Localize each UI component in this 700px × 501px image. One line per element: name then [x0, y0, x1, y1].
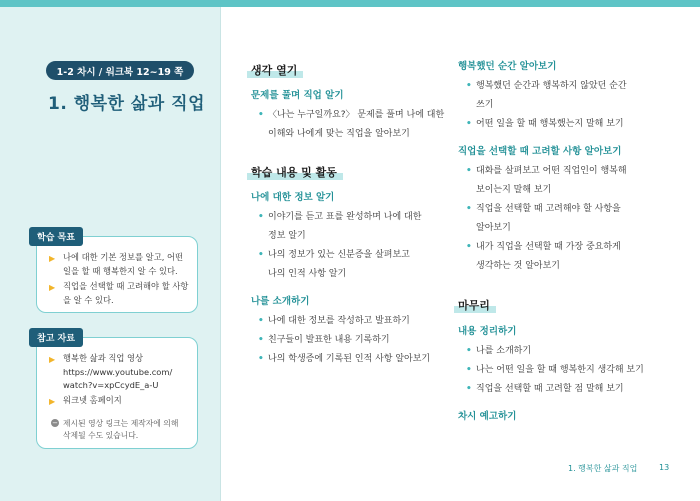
bullet-item: • 내가 직업을 선택할 때 가장 중요하게 생각하는 것 알아보기 [466, 242, 621, 271]
bullet-item: • 나의 학생증에 기록된 인적 사항 알아보기 [258, 354, 431, 364]
learning-goals-card [36, 233, 198, 313]
learning-goals-tag: 학습 목표 [29, 227, 83, 246]
triangle-bullet-icon: ▶ [49, 254, 56, 263]
reference-label: 행복한 삶과 직업 영상 [63, 353, 144, 363]
goal-item: ▶ 직업을 선택할 때 고려해야 할 사항을 알 수 있다. [49, 281, 189, 305]
subsection-title: 문제를 풀며 직업 알기 [251, 90, 344, 101]
bullet-item: • 〈나는 누구일까요?〉 문제를 풀며 나에 대한 이해와 나에게 맞는 직업을 알아보기 [258, 110, 445, 139]
bullet-item: • 나에 대한 정보를 작성하고 발표하기 [258, 316, 410, 326]
bullet-item: • 나를 소개하기 [466, 346, 532, 356]
subsection-title: 나를 소개하기 [251, 296, 310, 307]
section-title-activities: 학습 내용 및 활동 [251, 164, 337, 180]
references-tag: 참고 자료 [29, 328, 83, 347]
section-title-wrapup: 마무리 [458, 297, 490, 313]
reference-link[interactable]: watch?v=xpCcydE_a-U [63, 379, 159, 390]
learning-goals-list [49, 251, 191, 309]
reference-label: 워크넷 홈페이지 [63, 394, 122, 405]
references-card [36, 334, 198, 449]
reference-item [49, 352, 191, 392]
sidebar-divider [220, 7, 221, 501]
top-accent-bar [0, 0, 700, 7]
bullet-item: • 직업을 선택할 때 고려할 점 말해 보기 [466, 384, 624, 394]
reference-link[interactable]: https://www.youtube.com/ [63, 366, 173, 377]
subsection-title: 직업을 선택할 때 고려할 사항 알아보기 [458, 146, 622, 157]
bullet-item: • 직업을 선택할 때 고려해야 할 사항을 알아보기 [466, 204, 621, 233]
subsection-title: 나에 대한 정보 알기 [251, 192, 335, 203]
page-number: 13 [659, 463, 670, 472]
lesson-label: 1-2 차시 / 워크북 12~19 쪽 [46, 61, 194, 80]
subsection-title: 차시 예고하기 [458, 411, 517, 422]
references-list [49, 352, 191, 409]
section-title-opening: 생각 열기 [251, 62, 297, 78]
bullet-item: • 대화를 살펴보고 어떤 직업인이 행복해 보이는지 말해 보기 [466, 166, 627, 195]
bullet-item: • 이야기를 듣고 표를 완성하며 나에 대한 정보 알기 [258, 212, 422, 241]
bullet-item: • 나는 어떤 일을 할 때 행복한지 생각해 보기 [466, 365, 644, 375]
bullet-item: • 나의 정보가 있는 신분증을 살펴보고 나의 인적 사항 알기 [258, 250, 410, 279]
reference-item [49, 394, 191, 408]
bullet-item: • 어떤 일을 할 때 행복했는지 말해 보기 [466, 119, 624, 129]
bullet-item: • 행복했던 순간과 행복하지 않았던 순간 쓰기 [466, 81, 627, 110]
reference-note: − 제시된 영상 링크는 제작자에 의해 삭제될 수도 있습니다. [52, 419, 179, 440]
subsection-title: 행복했던 순간 알아보기 [458, 61, 557, 72]
subsection-title: 내용 정리하기 [458, 326, 517, 337]
bullet-item: • 친구들이 발표한 내용 기록하기 [258, 335, 390, 345]
triangle-bullet-icon: ▶ [49, 283, 56, 292]
triangle-bullet-icon: ▶ [49, 355, 56, 364]
triangle-bullet-icon: ▶ [49, 396, 56, 406]
footer-chapter: 1. 행복한 삶과 직업 [568, 464, 638, 473]
minus-circle-icon: − [52, 419, 58, 427]
goal-item: ▶ 나에 대한 기본 정보를 알고, 어떤 일을 할 때 행복한지 알 수 있다. [49, 252, 184, 276]
chapter-title: 1. 행복한 삶과 직업 [48, 94, 205, 114]
